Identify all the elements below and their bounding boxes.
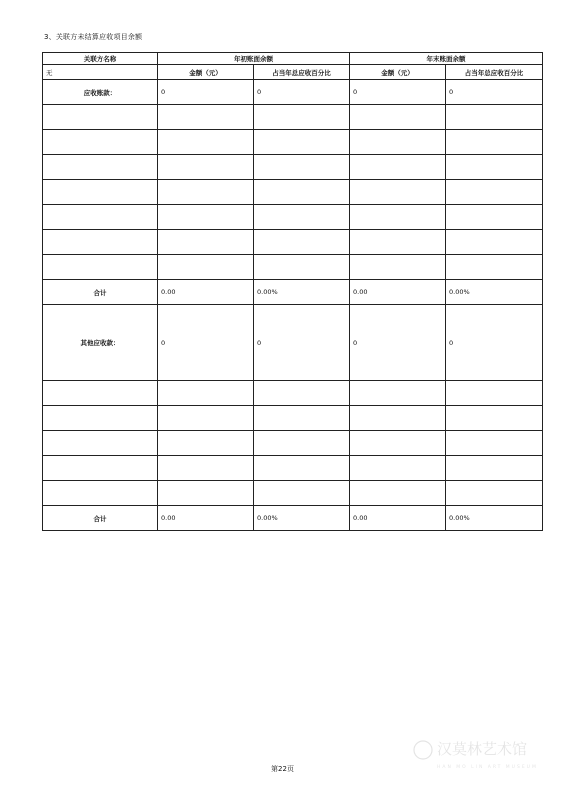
page-number: 第22页 <box>271 765 294 773</box>
subtotal-end-pct: 0.00% <box>446 280 543 305</box>
subtotal-begin-pct: 0.00% <box>254 280 350 305</box>
subtotal-label: 合计 <box>43 280 158 305</box>
table-row <box>43 456 543 481</box>
table-row <box>43 381 543 406</box>
col-header-begin-balance: 年初账面余额 <box>158 53 350 65</box>
table-row-other-receivable <box>43 305 543 381</box>
receivable-end-pct: 0 <box>446 80 543 105</box>
header-row-2 <box>43 65 543 80</box>
col-header-party: 关联方名称 <box>43 53 158 65</box>
other-receivable-begin-amount: 0 <box>158 305 254 381</box>
header-row-1 <box>43 53 543 65</box>
table-row <box>43 180 543 205</box>
col-header-end-balance: 年末账面余额 <box>350 53 543 65</box>
table-row <box>43 481 543 506</box>
table-row <box>43 205 543 230</box>
table-row <box>43 230 543 255</box>
subtotal-row-other <box>43 506 543 531</box>
subtotal-end-pct: 0.00% <box>446 506 543 531</box>
other-receivable-end-pct: 0 <box>446 305 543 381</box>
receivable-end-amount: 0 <box>350 80 446 105</box>
table-row <box>43 105 543 130</box>
subtotal-end-amount: 0.00 <box>350 280 446 305</box>
subtotal-end-amount: 0.00 <box>350 506 446 531</box>
subtotal-row-receivable <box>43 280 543 305</box>
other-receivable-label: 其他应收款： <box>43 305 158 381</box>
table-row <box>43 130 543 155</box>
receivable-label: 应收账款： <box>43 80 158 105</box>
receivables-table <box>42 52 543 531</box>
watermark-subtext: HAN MO LIN ART MUSEUM <box>437 765 538 770</box>
subtotal-begin-pct: 0.00% <box>254 506 350 531</box>
table-row <box>43 406 543 431</box>
table-row <box>43 155 543 180</box>
unit-cell: 无 <box>43 65 158 80</box>
table-row-receivable <box>43 80 543 105</box>
museum-watermark-logo <box>413 732 543 774</box>
col-header-amount-end: 金额（元） <box>350 65 446 80</box>
table-row <box>43 255 543 280</box>
subtotal-begin-amount: 0.00 <box>158 280 254 305</box>
section-title: 3、关联方未结算应收项目余额 <box>44 33 143 41</box>
receivable-begin-pct: 0 <box>254 80 350 105</box>
table-row <box>43 431 543 456</box>
other-receivable-end-amount: 0 <box>350 305 446 381</box>
watermark-text: 汉莫林艺术馆 <box>437 740 528 758</box>
col-header-pct-begin: 占当年总应收百分比 <box>254 65 350 80</box>
subtotal-label: 合计 <box>43 506 158 531</box>
other-receivable-begin-pct: 0 <box>254 305 350 381</box>
receivable-begin-amount: 0 <box>158 80 254 105</box>
col-header-pct-end: 占当年总应收百分比 <box>446 65 543 80</box>
subtotal-begin-amount: 0.00 <box>158 506 254 531</box>
col-header-amount-begin: 金额（元） <box>158 65 254 80</box>
